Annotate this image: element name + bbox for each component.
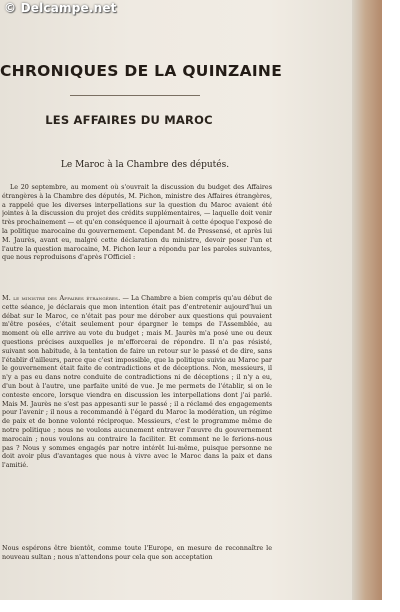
section-title: LES AFFAIRES DU MAROC [45,113,213,127]
chronicle-title: CHRONIQUES DE LA QUINZAINE [0,62,283,80]
speaker-label: M. le ministre des Affaires étrangères. [2,294,121,302]
paragraph-1: Le 20 septembre, au moment où s'ouvrait la discussion du budget des Affaires étrangères à la Chambre des députés, M. Pichon, ministre des Affaires étrangères, a rappelé que les diverses interpellations sur la question du Maroc avaient été jointes à la discussion du projet des crédits supplémentaires, — laquelle doit venir très prochainement — et qu'en conséquence il ajournait à cette époque l'exposé de la politique marocaine du gouvernement. Cependant M. de Pressensé, et après lui M. Jaurès, avant eu, malgré cette déclaration du ministre, devoir poser l'un et l'autre la question marocaine, M. Pichon leur a répondu par les paroles suivantes, que nous reproduisons d'après l'Officiel : [2,183,272,262]
paragraph-2 [2,294,272,544]
watermark: © Delcampe.net [4,1,117,15]
subsection-title: Le Maroc à la Chambre des députés. [60,160,230,170]
paragraph-3: Nous espérons être bientôt, comme toute l'Europe, en mesure de reconnaître le nouveau sultan ; nous n'attendons pour cela que son acceptation [2,544,272,561]
bottom-margin [0,600,400,612]
book-spine [352,0,382,600]
title-divider [70,95,200,96]
paragraph-2-text: — La Chambre a bien compris qu'au début de cette séance, je déclarais que mon intention était pas d'entretenir aujourd'hui un débat sur le Maroc, ce n'était pas pour me dérober aux questions qui pouvaient m'être posées, c'était seulement pour épargner le temps de l'Assemblée, au moment où elle arrive au vote du budget ; mais M. Jaurès m'a posé une ou deux questions précises auxquelles je m'efforcerai de répondre. Il n'a pas résisté, suivant son habitude, à la tentation de faire un retour sur le passé et de dire, sans l'établir d'ailleurs, parce que c'est impossible, que la politique suivie au Maroc par le gouvernement était faite de contradictions et de déceptions. Non, messieurs, il n'y a pas eu dans notre conduite de contradictions ni de déceptions ; il n'y a eu, d'un bout à l'autre, une parfaite unité de vue. Je me permets de l'établir, si on le conteste encore, lorsque viendra en discussion les interpellations dont j'ai parlé. Mais M. Jaurès ne s'est pas appesanti sur le passé ; il a réclamé des engagements pour l'avenir ; il nous a recommandé à l'égard du Maroc la modération, un régime de paix et de bonne volonté réciproque. Messieurs, c'est le programme même de notre politique ; nous ne voulons aucunement entraver l'œuvre du gouvernement marocain ; nous voulons au contraire la faciliter. Et comment ne le ferions-nous pas ? Nous y sommes engagés par notre intérêt lui-même, puisque personne ne doit avoir plus d'avantages que nous à vivre avec le Maroc dans la paix et dans l'amitié. [2,294,272,470]
